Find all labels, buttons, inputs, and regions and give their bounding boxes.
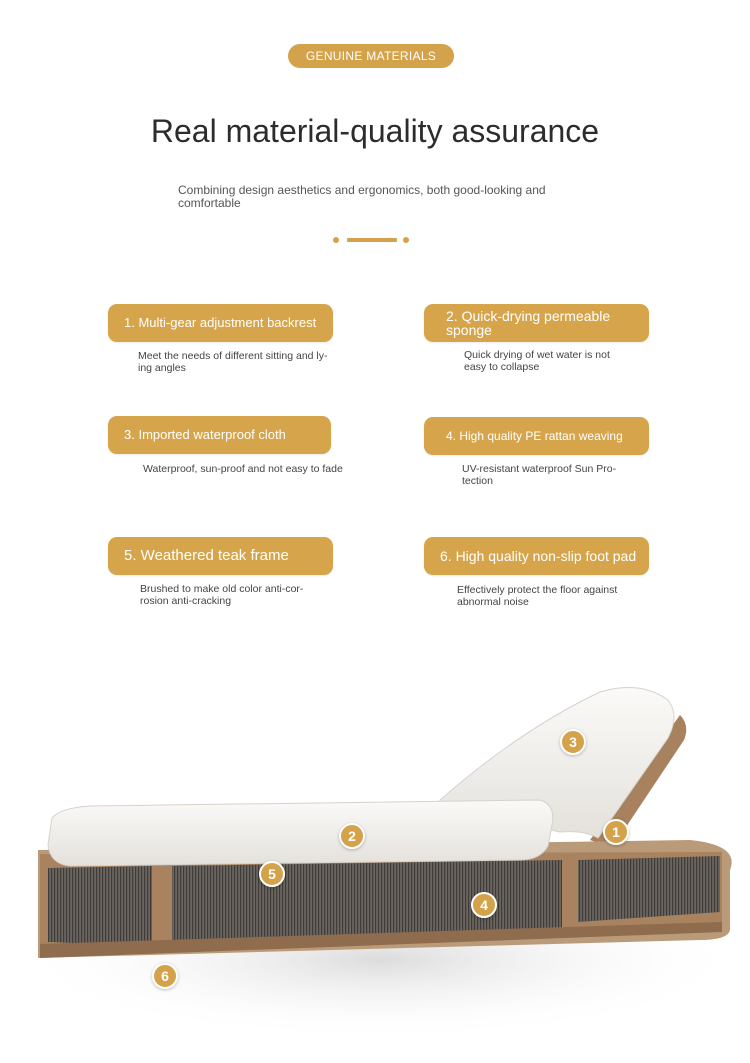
feature-4-desc: UV-resistant waterproof Sun Pro-tection xyxy=(462,463,617,487)
divider-dot xyxy=(403,237,409,243)
feature-5-desc: Brushed to make old color anti-cor-rosion anti-cracking xyxy=(140,583,304,607)
feature-6-label: 6. High quality non-slip foot pad xyxy=(424,537,649,575)
feature-3-desc: Waterproof, sun-proof and not easy to fade xyxy=(143,463,343,475)
marker-6: 6 xyxy=(152,963,178,989)
divider-bar xyxy=(347,238,397,242)
marker-3: 3 xyxy=(560,729,586,755)
page-subtitle: Combining design aesthetics and ergonomics, both good-looking and comfortable xyxy=(178,183,546,210)
divider-dot xyxy=(333,237,339,243)
sun-lounger-illustration xyxy=(0,640,750,1058)
title-divider xyxy=(333,236,411,244)
feature-6-desc: Effectively protect the floor against abnormal noise xyxy=(457,584,618,608)
marker-4: 4 xyxy=(471,892,497,918)
feature-4-label: 4. High quality PE rattan weaving xyxy=(424,417,649,455)
page-title: Real material-quality assurance xyxy=(150,113,600,149)
feature-1-desc: Meet the needs of different sitting and ly-ing angles xyxy=(138,350,328,374)
feature-3-label: 3. Imported waterproof cloth xyxy=(108,416,331,454)
feature-2-desc: Quick drying of wet water is not easy to collapse xyxy=(464,349,610,373)
marker-2: 2 xyxy=(339,823,365,849)
marker-1: 1 xyxy=(603,819,629,845)
genuine-materials-badge: GENUINE MATERIALS xyxy=(288,44,454,68)
marker-5: 5 xyxy=(259,861,285,887)
feature-1-label: 1. Multi-gear adjustment backrest xyxy=(108,304,333,342)
feature-5-label: 5. Weathered teak frame xyxy=(108,537,333,575)
sun-lounger-image xyxy=(0,640,750,1058)
feature-2-label: 2. Quick-drying permeable sponge xyxy=(424,304,649,342)
